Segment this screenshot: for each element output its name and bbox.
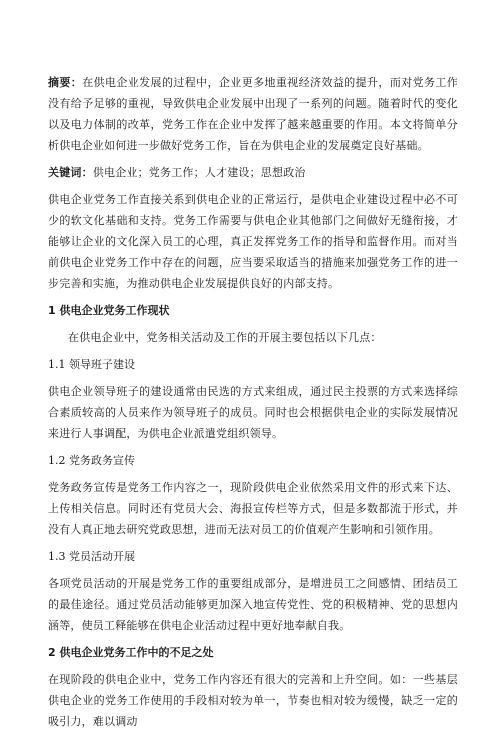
subsection-1-1-text: 供电企业领导班子的建设通常由民选的方式来组成，通过民主投票的方式来选择综合素质较高的人员来作为领导班子的成员。同时也会根据供电企业的实际发展情况来进行人事调配，为供电企业派遣党组织领导。 (48, 385, 458, 440)
section-2-heading: 2 供电企业党务工作中的不足之处 (48, 646, 214, 659)
abstract-paragraph (48, 72, 458, 156)
keywords-label: 关键词： (48, 166, 93, 179)
subsection-1-2-heading: 1.2 党务政务宣传 (48, 454, 135, 467)
subsection-1-3-heading: 1.3 党员活动开展 (48, 550, 135, 563)
keywords-text: 供电企业；党务工作；人才建设；思想政治 (92, 166, 306, 179)
keywords-paragraph (48, 162, 458, 183)
intro-paragraph: 供电企业党务工作直接关系到供电企业的正常运行，是供电企业建设过程中必不可少的软文化基础和支持。党务工作需要与供电企业其他部门之间做好无缝衔接，才能够让企业的文化深入员工的心理，真正发挥党务工作的指导和监督作用。而对当前供电企业党务工作中存在的问题，应当要采取适当的措施来加强党务工作的进一步完善和实施，为推动供电企业发展提供良好的内部支持。 (48, 193, 458, 290)
subsection-1-2-text: 党务政务宣传是党务工作内容之一，现阶段供电企业依然采用文件的形式来下达、上传相关信息。同时还有党员大会、海报宣传栏等方式，但是多数都流于形式，并没有人真正地去研究党政思想，进而无法对员工的价值观产生影响和引领作用。 (48, 481, 458, 536)
section-2-text: 在现阶段的供电企业中，党务工作内容还有很大的完善和上升空间。如：一些基层供电企业的党务工作使用的手段相对较为单一，节奏也相对较为缓慢，缺乏一定的吸引力，难以调动 (48, 673, 458, 728)
document-page (48, 72, 458, 732)
subsection-1-3-text: 各项党员活动的开展是党务工作的重要组成部分，是增进员工之间感情、团结员工的最佳途径。通过党员活动能够更加深入地宣传党性、党的积极精神、党的思想内涵等，使员工释能够在供电企业活动过程中更好地奉献自我。 (48, 577, 458, 632)
section-1-heading: 1 供电企业党务工作现状 (48, 304, 170, 317)
subsection-1-1-heading: 1.1 领导班子建设 (48, 358, 135, 371)
abstract-label: 摘要： (48, 76, 83, 89)
section-1-intro: 在供电企业中，党务相关活动及工作的开展主要包括以下几点： (68, 331, 382, 344)
abstract-text: 在供电企业发展的过程中，企业更多地重视经济效益的提升，而对党务工作没有给予足够的重视，导致供电企业发展中出现了一系列的问题。随着时代的变化以及电力体制的改革，党务工作在企业中发挥了越来越重要的作用。本文将简单分析供电企业如何进一步做好党务工作，旨在为供电企业的发展奠定良好基础。 (48, 76, 458, 152)
